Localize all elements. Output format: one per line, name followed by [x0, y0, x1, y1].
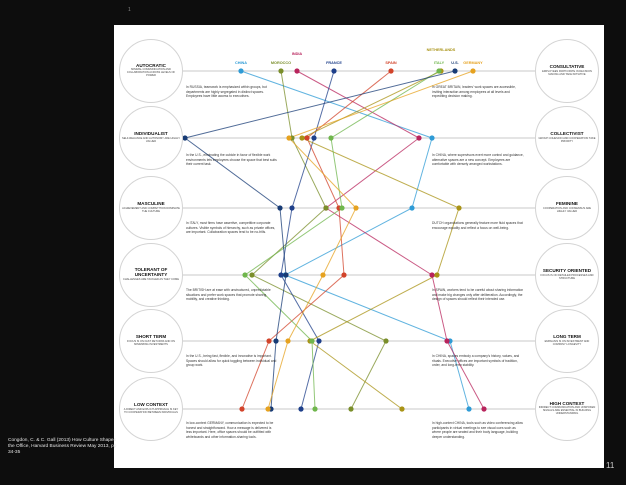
dimension-title: LOW CONTEXT: [134, 402, 168, 408]
dot-germany-5: [285, 338, 290, 343]
dot-netherlands-2: [299, 135, 304, 140]
description-british: The BRITISH are at ease with unstructured, unpredictable situations and prefer work spaces that promote sharing, mobility, and creative thinking.: [186, 288, 271, 302]
dot-france-3: [289, 205, 294, 210]
dot-china-2: [429, 135, 434, 140]
country-label-india: INDIA: [291, 52, 303, 56]
dot-italy-6: [312, 406, 317, 411]
country-label-germany: GERMANY: [463, 61, 483, 65]
dot-spain-2: [304, 135, 309, 140]
dimension-short-term: [119, 309, 183, 373]
dimension-title: CONSULTATIVE: [549, 64, 585, 70]
dimension-individualist: [119, 106, 183, 170]
country-label-morocco: MOROCCO: [270, 61, 292, 65]
description-russia: In RUSSIA, teamwork is emphasized within groups, but departments are highly segregated in distinct spaces. Employees have little access to executives.: [186, 85, 267, 99]
dot-italy-4: [242, 272, 247, 277]
dot-india-1: [294, 68, 299, 73]
dimension-security-oriented: [535, 243, 599, 307]
dot-morocco-3: [323, 205, 328, 210]
slide-marker: 1: [128, 7, 131, 13]
description-italy: In ITALY, most firms have assertive, competitive corporate cultures. Visible symbols of hierarchy, such as private offices, are important. Collaboration spaces tend to be no-frills.: [186, 221, 276, 235]
description-us-individualist: In the U.S., eliminating the cubicle in favor of flexible work environments lets employees choose the space that best suits their current task.: [186, 153, 277, 167]
dot-germany-1: [470, 68, 475, 73]
dot-spain-6: [239, 406, 244, 411]
dot-india-2: [416, 135, 421, 140]
dimension-title: COLLECTIVIST: [550, 131, 584, 137]
dimension-title: AUTOCRATIC: [136, 62, 166, 68]
dot-netherlands-3: [456, 205, 461, 210]
description-great-britain: In GREAT BRITAIN, leaders' work spaces are accessible, inviting interaction among employees at all levels and expediting decision making.: [432, 85, 516, 99]
dot-us-2: [182, 135, 187, 140]
dimension-description: FOCUS IS ON FAST RETURNS AND ON MINIMIZING INVESTMENTS: [127, 339, 175, 346]
dot-morocco-1: [278, 68, 283, 73]
dot-china-6: [466, 406, 471, 411]
dimension-description: COOPERATION AND CONSENSUS ARE HIGHLY VALUED: [542, 206, 592, 213]
description-dutch: DUTCH organizations generally feature more fluid spaces that encourage equality and reflect a focus on well-being.: [432, 221, 523, 230]
dimension-description: CHALLENGES ARE TACKLED AS THEY COME: [123, 277, 179, 281]
dimension-title: INDIVIDUALIST: [134, 131, 168, 137]
dot-spain-1: [388, 68, 393, 73]
dot-morocco-5: [383, 338, 388, 343]
dimension-description: SELF-RELIANCE AND AUTONOMY ARE HIGHLY VALUED: [122, 136, 180, 143]
dot-china-1: [238, 68, 243, 73]
dimension-high-context: [535, 377, 599, 441]
dot-india-6: [481, 406, 486, 411]
dot-india-4: [429, 272, 434, 277]
dimension-description: EMPHASIS IS ON INVESTMENT AND COMPANY LONGEVITY: [544, 339, 590, 346]
dimension-title: SECURITY ORIENTED: [542, 268, 592, 274]
country-label-france: FRANCE: [326, 61, 342, 65]
dot-spain-4: [341, 272, 346, 277]
dimension-collectivist: [535, 106, 599, 170]
country-label-italy: ITALY: [433, 61, 445, 65]
page-number: 11: [606, 461, 615, 470]
dimension-description: INDIRECT COMMUNICATION AND UNSPOKEN SIGNALS ARE ESSENTIAL IN BUILDING UNDERSTANDING: [538, 406, 596, 416]
dimension-description: ACHIEVEMENT AND COMPETITION DOMINATE THE CULTURE: [122, 206, 180, 213]
dot-spain-5: [266, 338, 271, 343]
dot-france-1: [331, 68, 336, 73]
description-china-long-term: In CHINA, spaces embody a company's history, values, and rituals. Executive offices are important symbols of tradition, order, and long-term stability.: [432, 354, 520, 368]
dot-us-1: [452, 68, 457, 73]
description-china-collectivist: In CHINA, where supervisors exert more control and guidance, alternative spaces are a new concept. Employees are comfortable with densely arranged workstations.: [432, 153, 524, 167]
dimension-feminine: [535, 176, 599, 240]
dimension-masculine: [119, 176, 183, 240]
dimension-description: GROUP COHESION AND COOPERATION TAKE PRIORITY: [538, 136, 596, 143]
dot-italy-3: [339, 205, 344, 210]
dot-netherlands-4: [434, 272, 439, 277]
country-label-china: CHINA: [234, 61, 248, 65]
dimension-title: SHORT TERM: [135, 334, 167, 340]
dimension-title: FEMININE: [556, 201, 578, 207]
dimension-description: FOCUS IS ON DETAILED PROCESSES AND STRUCTURE: [540, 273, 594, 280]
dimension-description: MINIMAL COMMUNICATION AND COLLABORATION ACROSS LEVELS OF POWER: [126, 68, 176, 78]
dot-morocco-6: [348, 406, 353, 411]
dot-germany-3: [353, 205, 358, 210]
dot-morocco-4: [249, 272, 254, 277]
description-us-short-term: In the U.S., being fast, flexible, and innovative is important. Spaces should allow for quick toggling between individual and group work.: [186, 354, 277, 368]
dot-us-3: [277, 205, 282, 210]
description-china-high-context: In high-context CHINA, tools such as video conferencing allow participants in virtual meetings to see visual cues such as where people are seated and their body language, building deeper understanding.: [432, 421, 523, 439]
dot-italy-2: [328, 135, 333, 140]
citation: Congdon, C. & C. Gall (2013) How Culture Shapes the Office, Harvard Business Review May 2013, pp 34-35: [8, 438, 117, 456]
dot-india-5: [444, 338, 449, 343]
dot-us-5: [273, 338, 278, 343]
country-label-us: U.S.: [451, 61, 459, 65]
dimension-title: LONG TERM: [553, 334, 581, 340]
dimension-title: TOLERANT OF UNCERTAINTY: [134, 267, 168, 278]
dot-germany-6: [265, 406, 270, 411]
country-label-spain: SPAIN: [385, 61, 397, 65]
dot-france-5: [316, 338, 321, 343]
dot-germany-4: [320, 272, 325, 277]
dot-germany-2: [286, 135, 291, 140]
dot-france-4: [278, 272, 283, 277]
country-label-netherlands: NETHERLANDS: [426, 48, 456, 52]
description-germany: In low-context GERMANY, communication is expected to be honest and straightforward. How a message is delivered is less important. Here, office spaces should be outfitted with whiteboards and other information-sharing tools.: [186, 421, 274, 439]
description-spain: In SPAIN, workers tend to be careful about sharing information and make big changes only after deliberation. Accordingly, the design of spaces should reflect their intended use.: [432, 288, 524, 302]
dimension-description: EMPLOYEES PARTICIPATE IN DECISION MAKING AND TAKE INITIATIVE: [542, 69, 592, 76]
dot-netherlands-6: [399, 406, 404, 411]
dimension-consultative: [535, 39, 599, 103]
dimension-low-context: [119, 377, 183, 441]
dimension-autocratic: [119, 39, 183, 103]
dot-france-6: [298, 406, 303, 411]
dot-china-3: [409, 205, 414, 210]
dot-italy-1: [436, 68, 441, 73]
dimension-title: HIGH CONTEXT: [549, 400, 585, 406]
dimension-description: A DIRECT AND EXPLICIT APPROACH IS KEY TO COOPERATION BETWEEN INDIVIDUALS: [123, 407, 179, 414]
dot-france-2: [311, 135, 316, 140]
dimension-long-term: [535, 309, 599, 373]
dot-us-4: [283, 272, 288, 277]
dimension-title: MASCULINE: [137, 201, 165, 207]
slide: [114, 25, 604, 468]
dot-italy-5: [309, 338, 314, 343]
dimension-tolerant-of-uncertainty: [119, 243, 183, 307]
